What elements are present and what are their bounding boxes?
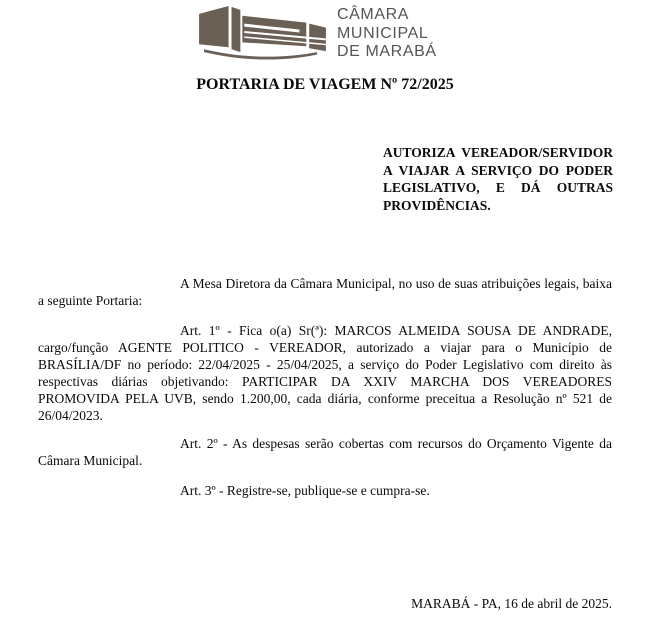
org-name [337,3,437,62]
article-1: Art. 1º - Fica o(a) Sr(ª): MARCOS ALMEIDA SOUSA DE ANDRADE, cargo/função AGENTE POLITICO - VEREADOR, autorizado a viajar para o Município de BRASÍLIA/DF no período: 22/04/2025 - 25/04/2025, a serviço do Poder Legislativo com direito às respectivas diárias objetivando: PARTICIPAR DA XXIV MARCHA DOS VEREADORES PROMOVIDA PELA UVB, sendo 1.200,00, cada diária, conforme preceitua a Resolução nº 521 de 26/04/2023. [38,323,612,423]
article-3: Art. 3º - Registre-se, publique-se e cumpra-se. [180,483,430,498]
building-logo-icon [196,3,328,62]
preamble-paragraph: A Mesa Diretora da Câmara Municipal, no uso de suas atribuições legais, baixa a seguinte Portaria: [38,276,612,308]
org-name-line-3: DE MARABÁ [337,43,437,60]
epigraph: AUTORIZA VEREADOR/SERVIDOR A VIAJAR A SERVIÇO DO PODER LEGISLATIVO, E DÁ OUTRAS PROVIDÊNCIAS. [383,145,613,213]
org-name-line-1: CÂMARA [337,6,410,23]
org-name-line-2: MUNICIPAL [337,24,429,42]
article-2: Art. 2º - As despesas serão cobertas com recursos do Orçamento Vigente da Câmara Municipal. [38,436,612,468]
place-date: MARABÁ - PA, 16 de abril de 2025. [411,596,612,611]
logo [196,3,437,62]
document-title: PORTARIA DE VIAGEM Nº 72/2025 [196,76,454,93]
